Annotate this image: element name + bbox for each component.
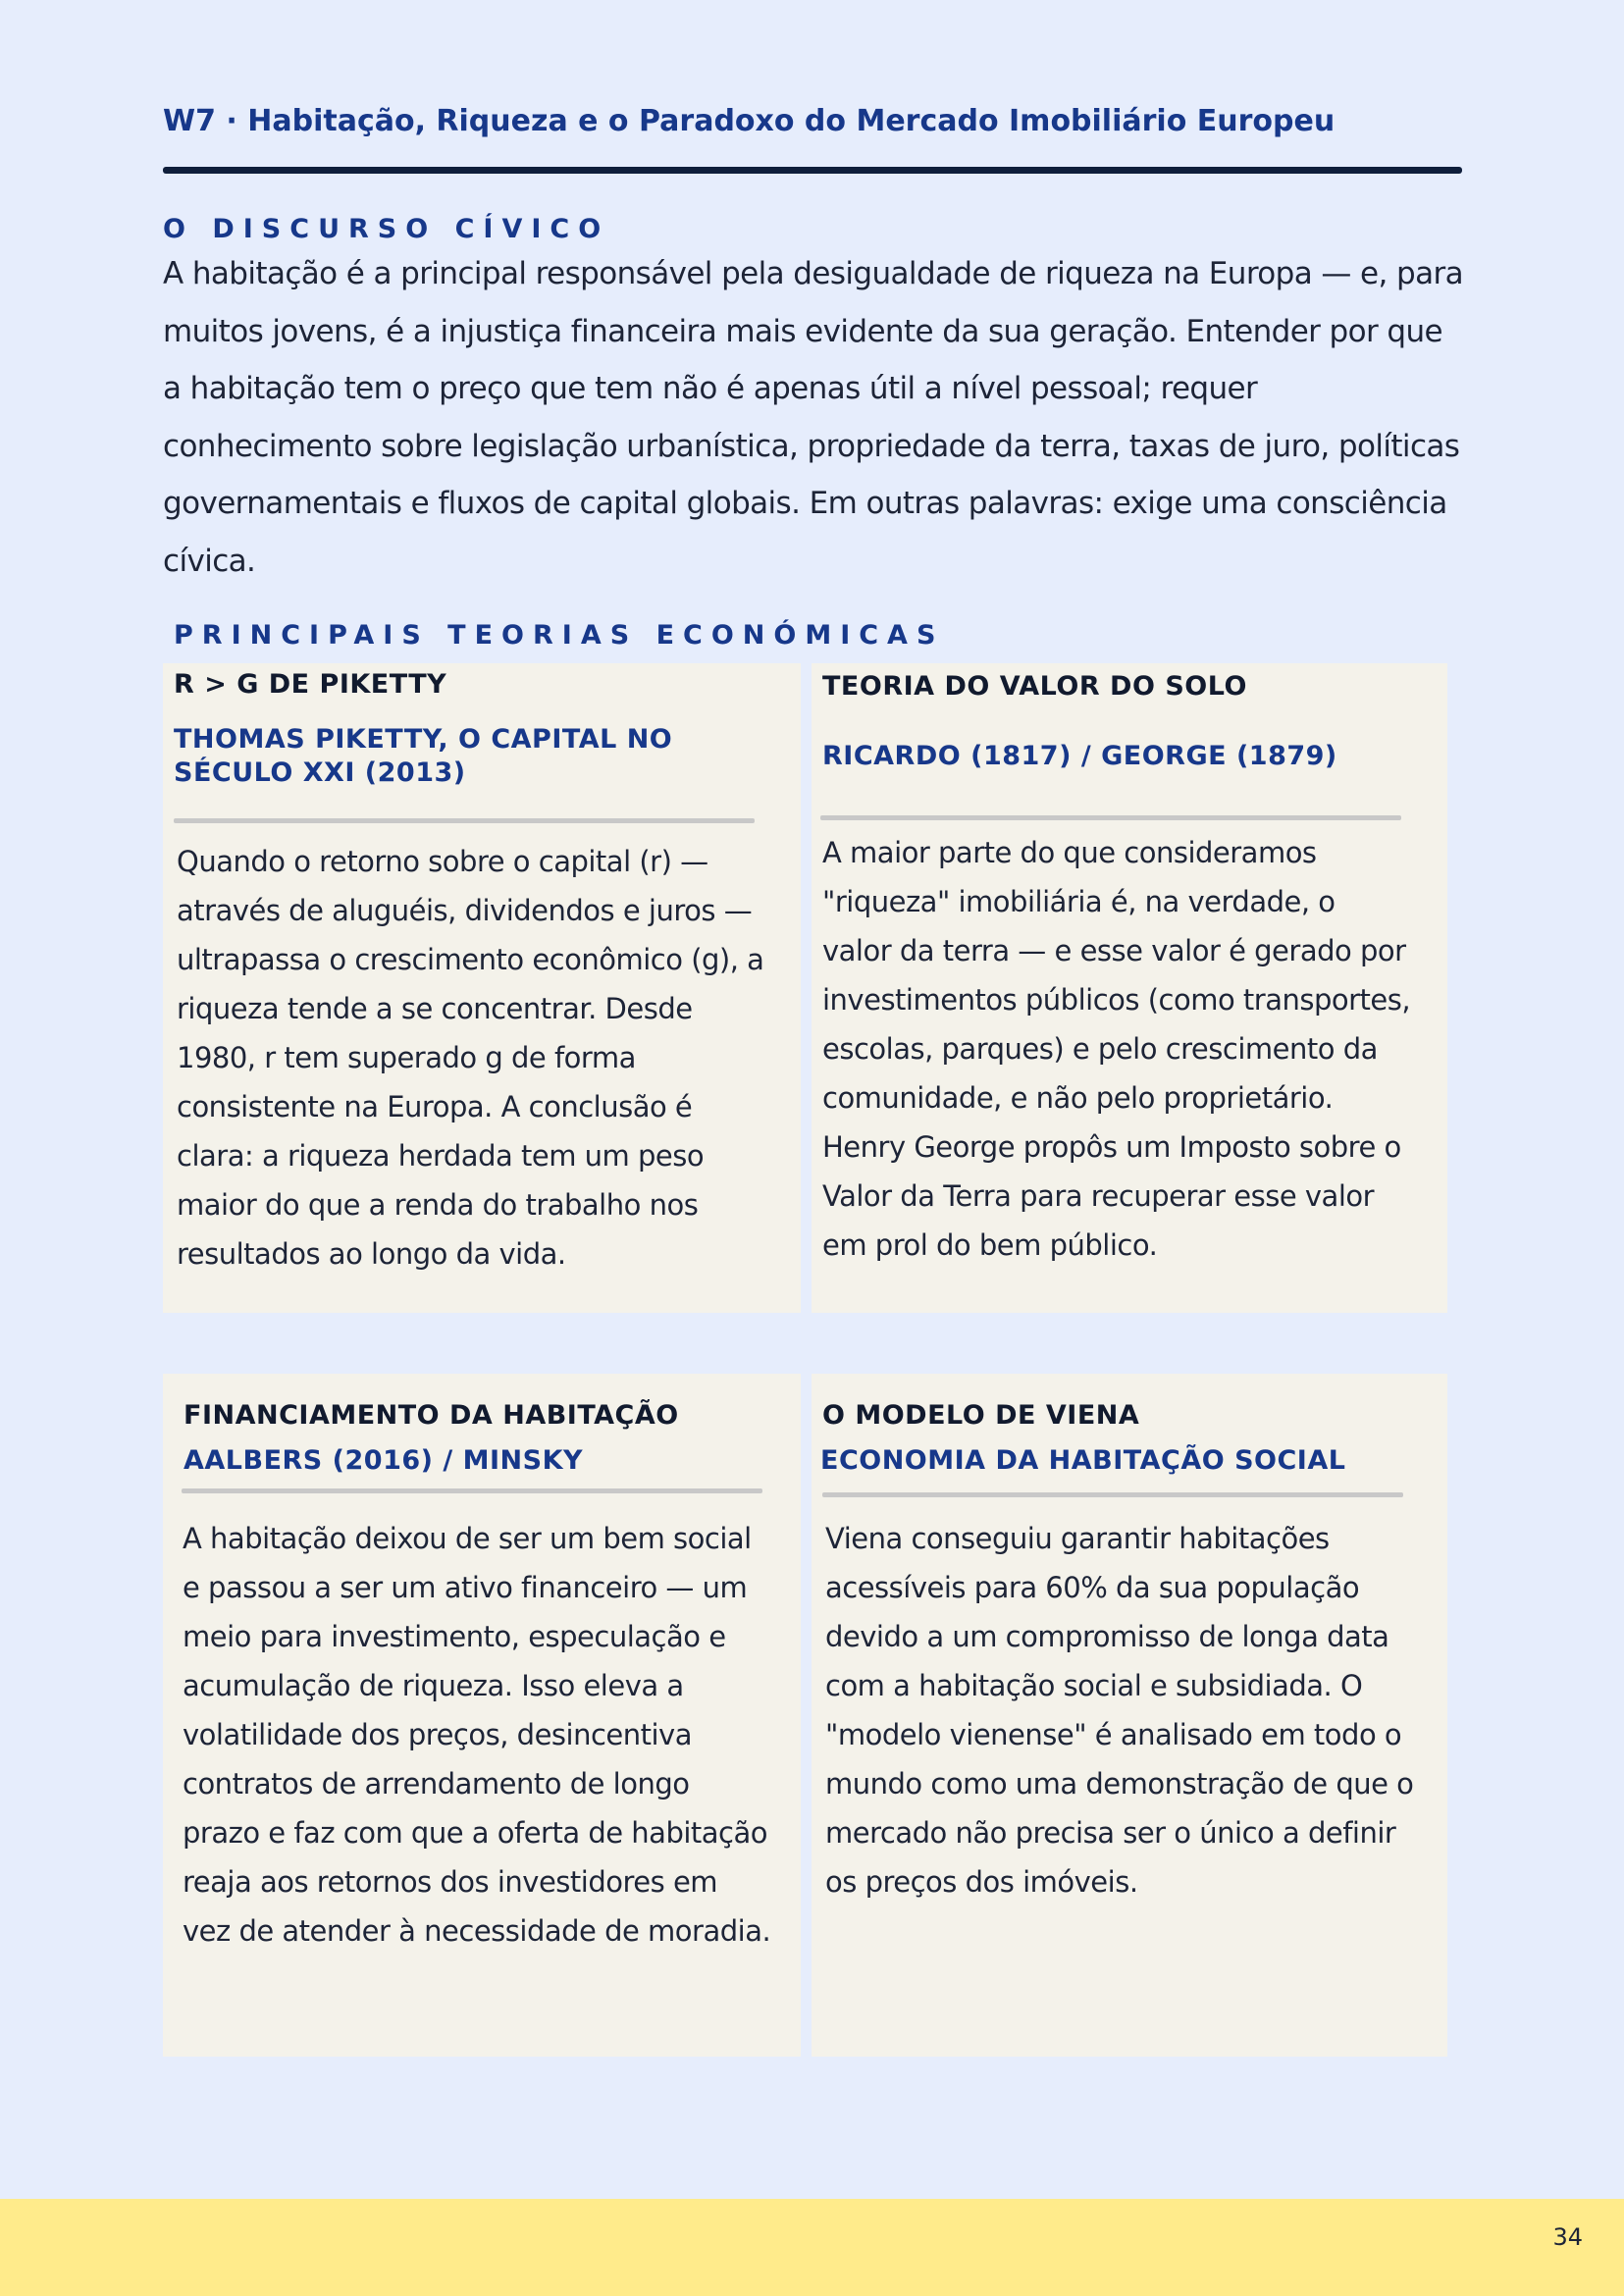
card-divider [820,815,1401,820]
card-title: R > G DE PIKETTY [174,669,447,700]
card-body: Quando o retorno sobre o capital (r) — através de aluguéis, dividendos e juros — ultrapassa o crescimento econômico (g), a riqueza tende a se concentrar. Desde 1980, r tem superado g de forma consistente na Europa. A conclusão é clara: a riqueza herdada tem um peso maior do que a renda do trabalho nos resultados ao longo da vida. [177,845,764,1271]
footer-band [0,2199,1624,2296]
page-number: 34 [1552,2223,1583,2251]
card-subtitle: RICARDO (1817) / GEORGE (1879) [822,741,1337,771]
card-subtitle: AALBERS (2016) / MINSKY [183,1445,584,1476]
page-title: W7 · Habitação, Riqueza e o Paradoxo do Mercado Imobiliário Europeu [163,104,1336,138]
card-subtitle: ECONOMIA DA HABITAÇÃO SOCIAL [820,1445,1346,1476]
civic-section-label: O DISCURSO CÍVICO [163,214,610,244]
card-title: FINANCIAMENTO DA HABITAÇÃO [183,1400,679,1431]
card-body: A maior parte do que consideramos "riqueza" imobiliária é, na verdade, o valor da terra — e esse valor é gerado por investimentos públicos (como transportes, escolas, parques) e pelo crescimento da comunidade, e não pelo proprietário. Henry George propôs um Imposto sobre o Valor da Terra para recuperar esse valor em prol do bem público. [822,836,1411,1262]
card-title: O MODELO DE VIENA [822,1400,1140,1431]
card-divider [822,1492,1403,1497]
civic-paragraph: A habitação é a principal responsável pela desigualdade de riqueza na Europa — e, para muitos jovens, é a injustiça financeira mais evidente da sua geração. Entender por que a habitação tem o preço que tem não é apenas útil a nível pessoal; requer conhecimento sobre legislação urbanística, propriedade da terra, taxas de juro, políticas governamentais e fluxos de capital globais. Em outras palavras: exige uma consciência cívica. [163,256,1464,579]
card-title: TEORIA DO VALOR DO SOLO [822,671,1247,702]
header-divider [163,167,1462,174]
card-body: Viena conseguiu garantir habitações acessíveis para 60% da sua população devido a um compromisso de longa data com a habitação social e subsidiada. O "modelo vienense" é analisado em todo o mundo como uma demonstração de que o mercado não precisa ser o único a definir os preços dos imóveis. [825,1522,1414,1899]
card-divider [174,818,755,823]
card-body: A habitação deixou de ser um bem social e passou a ser um ativo financeiro — um meio para investimento, especulação e acumulação de riqueza. Isso eleva a volatilidade dos preços, desincentiva contratos de arrendamento de longo prazo e faz com que a oferta de habitação reaja aos retornos dos investidores em vez de atender à necessidade de moradia. [183,1522,771,1948]
card-subtitle: THOMAS PIKETTY, O CAPITAL NO SÉCULO XXI (2013) [174,724,673,788]
card-divider [182,1488,762,1493]
theories-section-label: PRINCIPAIS TEORIAS ECONÓMICAS [174,620,945,651]
